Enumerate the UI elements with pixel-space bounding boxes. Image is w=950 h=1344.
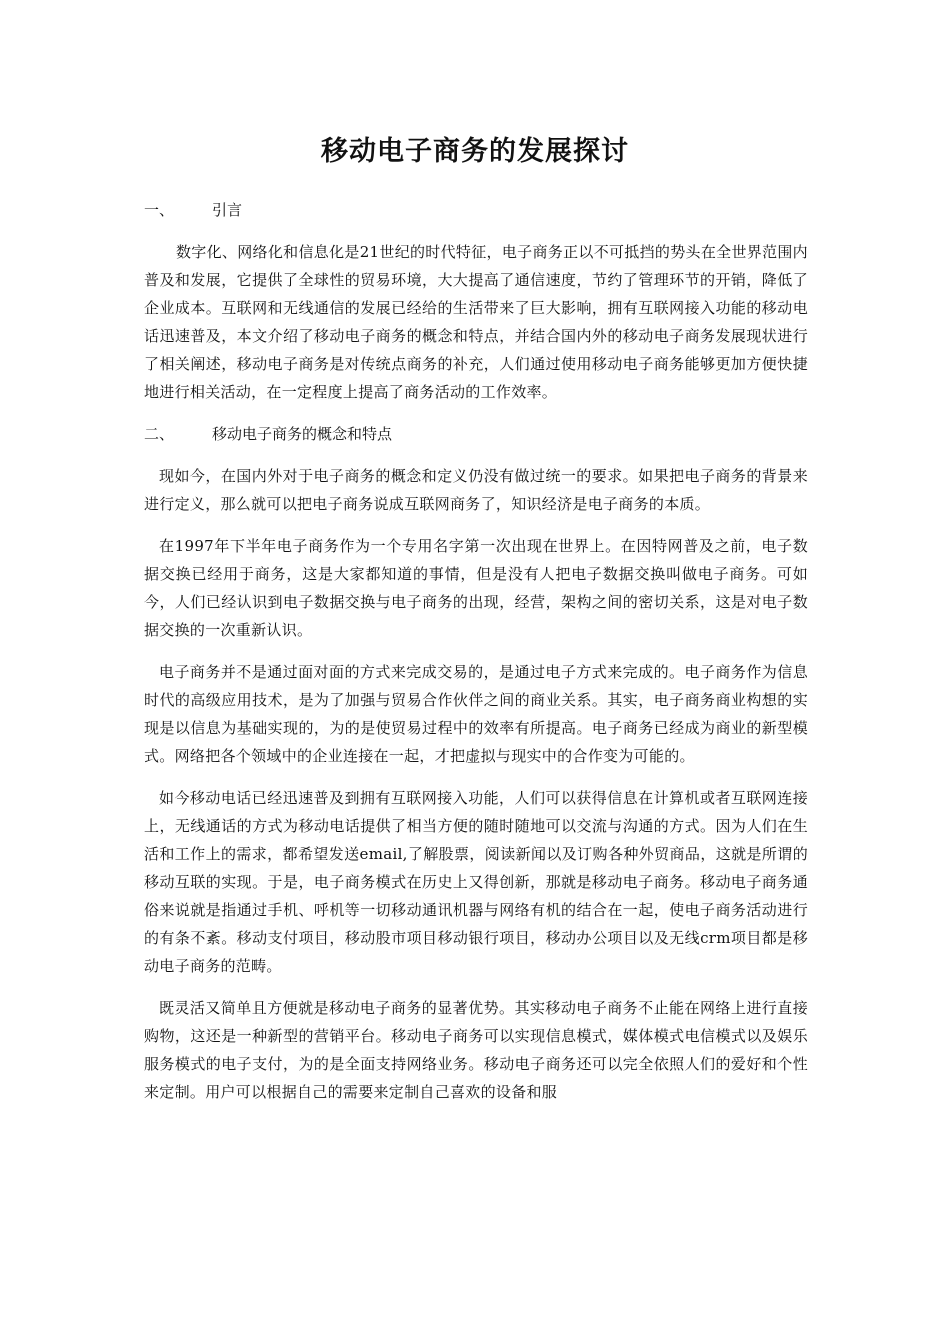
paragraph: 如今移动电话已经迅速普及到拥有互联网接入功能，人们可以获得信息在计算机或者互联网连接上，无线通话的方式为移动电话提供了相当方便的随时随地可以交流与沟通的方式。因为人们在生活和工作上的需求，都希望发送email,了解股票，阅读新闻以及订购各种外贸商品，这就是所谓的移动互联的实现。于是，电子商务模式在历史上又得创新，那就是移动电子商务。移动电子商务通俗来说就是指通过手机、呼机等一切移动通讯机器与网络有机的结合在一起，使电子商务活动进行的有条不紊。移动支付项目，移动股市项目移动银行项目，移动办公项目以及无线crm项目都是移动电子商务的范畴。 (144, 789, 808, 975)
paragraph: 现如今，在国内外对于电子商务的概念和定义仍没有做过统一的要求。如果把电子商务的背景来进行定义，那么就可以把电子商务说成互联网商务了，知识经济是电子商务的本质。 (144, 467, 808, 513)
paragraph: 在1997年下半年电子商务作为一个专用名字第一次出现在世界上。在因特网普及之前，电子数据交换已经用于商务，这是大家都知道的事情，但是没有人把电子数据交换叫做电子商务。可如今，人们已经认识到电子数据交换与电子商务的出现，经营，架构之间的密切关系，这是对电子数据交换的一次重新认识。 (144, 537, 808, 639)
document-title: 移动电子商务的发展探讨 (321, 136, 629, 167)
paragraph: 电子商务并不是通过面对面的方式来完成交易的，是通过电子方式来完成的。电子商务作为信息时代的高级应用技术，是为了加强与贸易合作伙伴之间的商业关系。其实，电子商务商业构想的实现是以信息为基础实现的，为的是使贸易过程中的效率有所提高。电子商务已经成为商业的新型模式。网络把各个领域中的企业连接在一起，才把虚拟与现实中的合作变为可能的。 (144, 663, 808, 765)
document-body (144, 196, 808, 1120)
paragraph: 既灵活又简单且方便就是移动电子商务的显著优势。其实移动电子商务不止能在网络上进行直接购物，这还是一种新型的营销平台。移动电子商务可以实现信息模式，媒体模式电信模式以及娱乐服务模式的电子支付，为的是全面支持网络业务。移动电子商务还可以完全依照人们的爱好和个性来定制。用户可以根据自己的需要来定制自己喜欢的设备和服 (144, 999, 808, 1101)
section-number: 一、 (144, 201, 175, 219)
section-heading-intro (144, 196, 808, 224)
section-heading-concept (144, 420, 808, 448)
section-title: 引言 (212, 201, 243, 219)
section-title: 移动电子商务的概念和特点 (212, 425, 393, 443)
section-number: 二、 (144, 425, 175, 443)
paragraph: 数字化、网络化和信息化是21世纪的时代特征，电子商务正以不可抵挡的势头在全世界范围内普及和发展，它提供了全球性的贸易环境，大大提高了通信速度，节约了管理环节的开销，降低了企业成本。互联网和无线通信的发展已经给的生活带来了巨大影响，拥有互联网接入功能的移动电话迅速普及，本文介绍了移动电子商务的概念和特点，并结合国内外的移动电子商务发展现状进行了相关阐述，移动电子商务是对传统点商务的补充，人们通过使用移动电子商务能够更加方便快捷地进行相关活动，在一定程度上提高了商务活动的工作效率。 (144, 243, 808, 401)
